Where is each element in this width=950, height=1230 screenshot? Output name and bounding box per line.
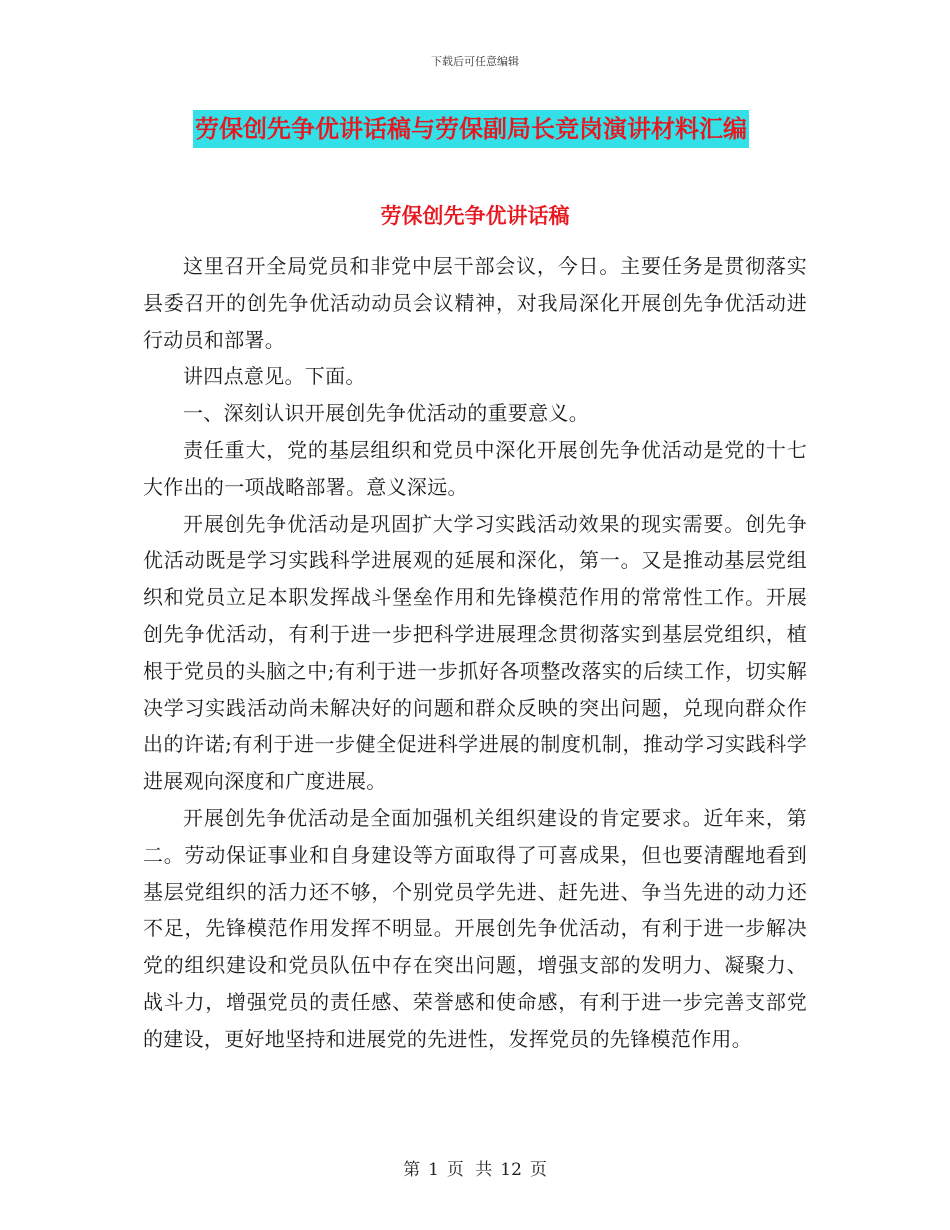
document-title: 劳保创先争优讲话稿与劳保副局长竞岗演讲材料汇编 [193,110,749,148]
paragraph: 责任重大，党的基层组织和党员中深化开展创先争优活动是党的十七大作出的一项战略部署。意义深远。 [143,437,807,499]
body-text [143,248,807,1058]
paragraph: 开展创先争优活动是全面加强机关组织建设的肯定要求。近年来，第二。劳动保证事业和自身建设等方面取得了可喜成果，但也要清醒地看到基层党组织的活力还不够，个别党员学先进、赶先进、争当先进的动力还不足，先锋模范作用发挥不明显。开展创先争优活动，有利于进一步解决党的组织建设和党员队伍中存在突出问题，增强支部的发明力、凝聚力、战斗力，增强党员的责任感、荣誉感和使命感，有利于进一步完善支部党的建设，更好地坚持和进展党的先进性，发挥党员的先锋模范作用。 [143,805,807,1051]
section-title: 劳保创先争优讲话稿 [380,204,570,228]
footer-middle: 页 共 [446,1160,493,1180]
footer-page-number: 1 [428,1160,439,1180]
paragraph: 这里召开全局党员和非党中层干部会议，今日。主要任务是贯彻落实县委召开的创先争优活动动员会议精神，对我局深化开展创先争优活动进行动员和部署。 [143,254,807,352]
paragraph: 讲四点意见。下面。 [183,364,366,389]
paragraph: 一、深刻认识开展创先争优活动的重要意义。 [183,401,589,426]
page-footer [0,1155,950,1180]
footer-prefix: 第 [403,1160,421,1180]
header-note: 下载后可任意编辑 [431,55,519,68]
document-title-wrap [193,110,749,148]
footer-suffix: 页 [529,1160,547,1180]
paragraph: 开展创先争优活动是巩固扩大学习实践活动效果的现实需要。创先争优活动既是学习实践科学进展观的延展和深化，第一。又是推动基层党组织和党员立足本职发挥战斗堡垒作用和先锋模范作用的常常性工作。开展创先争优活动，有利于进一步把科学进展理念贯彻落实到基层党组织，植根于党员的头脑之中;有利于进一步抓好各项整改落实的后续工作，切实解决学习实践活动尚未解决好的问题和群众反映的突出问题，兑现向群众作出的许诺;有利于进一步健全促进科学进展的制度机制，推动学习实践科学进展观向深度和广度进展。 [143,511,807,794]
footer-total-pages: 12 [500,1160,522,1180]
